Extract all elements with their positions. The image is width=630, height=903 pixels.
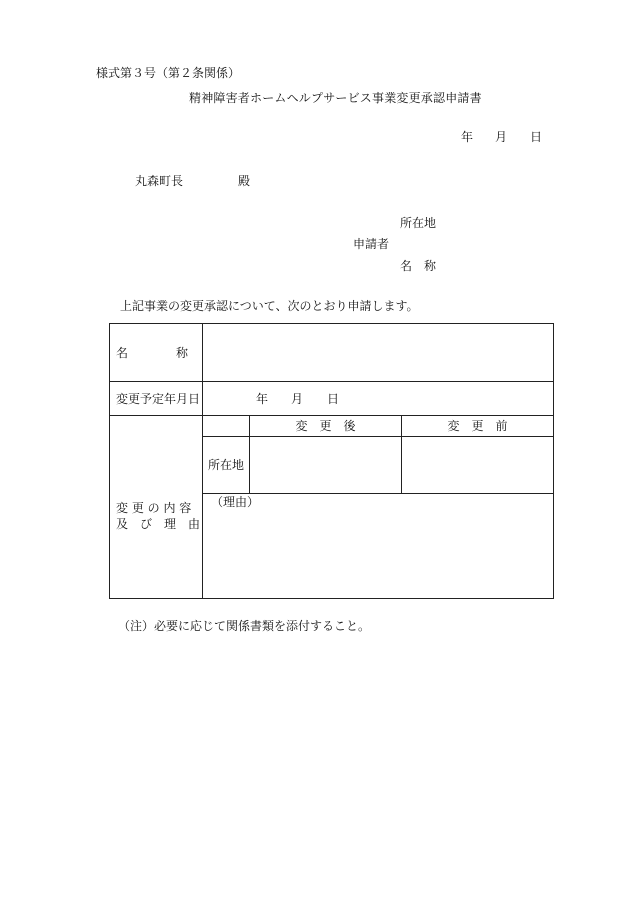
applicant-name-label: 名 称 bbox=[400, 259, 437, 273]
change-content-label-2: 及 び 理 由 bbox=[116, 517, 201, 531]
intro-text: 上記事業の変更承認について、次のとおり申請します。 bbox=[120, 299, 419, 313]
addressee-honorific: 殿 bbox=[238, 174, 251, 188]
before-value-cell[interactable] bbox=[402, 437, 554, 494]
header-blank-cell bbox=[203, 416, 250, 437]
address-row-label: 所在地 bbox=[207, 458, 244, 472]
reason-label: （理由） bbox=[211, 495, 260, 509]
date-day-label: 日 bbox=[530, 130, 543, 144]
after-header-cell bbox=[250, 416, 402, 437]
change-date-label-cell bbox=[110, 382, 203, 416]
change-date-input-cell[interactable] bbox=[203, 382, 554, 416]
note-text: （注）必要に応じて関係書類を添付すること。 bbox=[118, 619, 371, 633]
after-value-cell[interactable] bbox=[250, 437, 402, 494]
applicant-address-label: 所在地 bbox=[400, 216, 437, 230]
date-month-label: 月 bbox=[495, 130, 508, 144]
applicant-label: 申請者 bbox=[353, 237, 390, 251]
change-date-day: 日 bbox=[327, 392, 340, 406]
application-table bbox=[109, 323, 554, 599]
form-number: 様式第３号（第２条関係） bbox=[96, 66, 241, 80]
reason-cell[interactable] bbox=[203, 494, 554, 599]
date-year-label: 年 bbox=[461, 130, 474, 144]
before-header-cell bbox=[402, 416, 554, 437]
addressee-name: 丸森町長 bbox=[135, 174, 184, 188]
name-input-cell[interactable] bbox=[203, 324, 554, 382]
name-label-cell bbox=[110, 324, 203, 382]
name-label: 名 称 bbox=[116, 345, 189, 360]
document-title: 精神障害者ホームヘルプサービス事業変更承認申請書 bbox=[189, 91, 482, 105]
change-content-label-1: 変 更 の 内 容 bbox=[116, 501, 192, 515]
address-row-label-cell bbox=[203, 437, 250, 494]
change-date-label: 変更予定年月日 bbox=[116, 391, 201, 406]
change-content-label-cell bbox=[110, 416, 203, 599]
before-header: 変 更 前 bbox=[447, 419, 508, 433]
change-date-year: 年 bbox=[256, 392, 269, 406]
change-date-month: 月 bbox=[291, 392, 304, 406]
after-header: 変 更 後 bbox=[295, 419, 356, 433]
